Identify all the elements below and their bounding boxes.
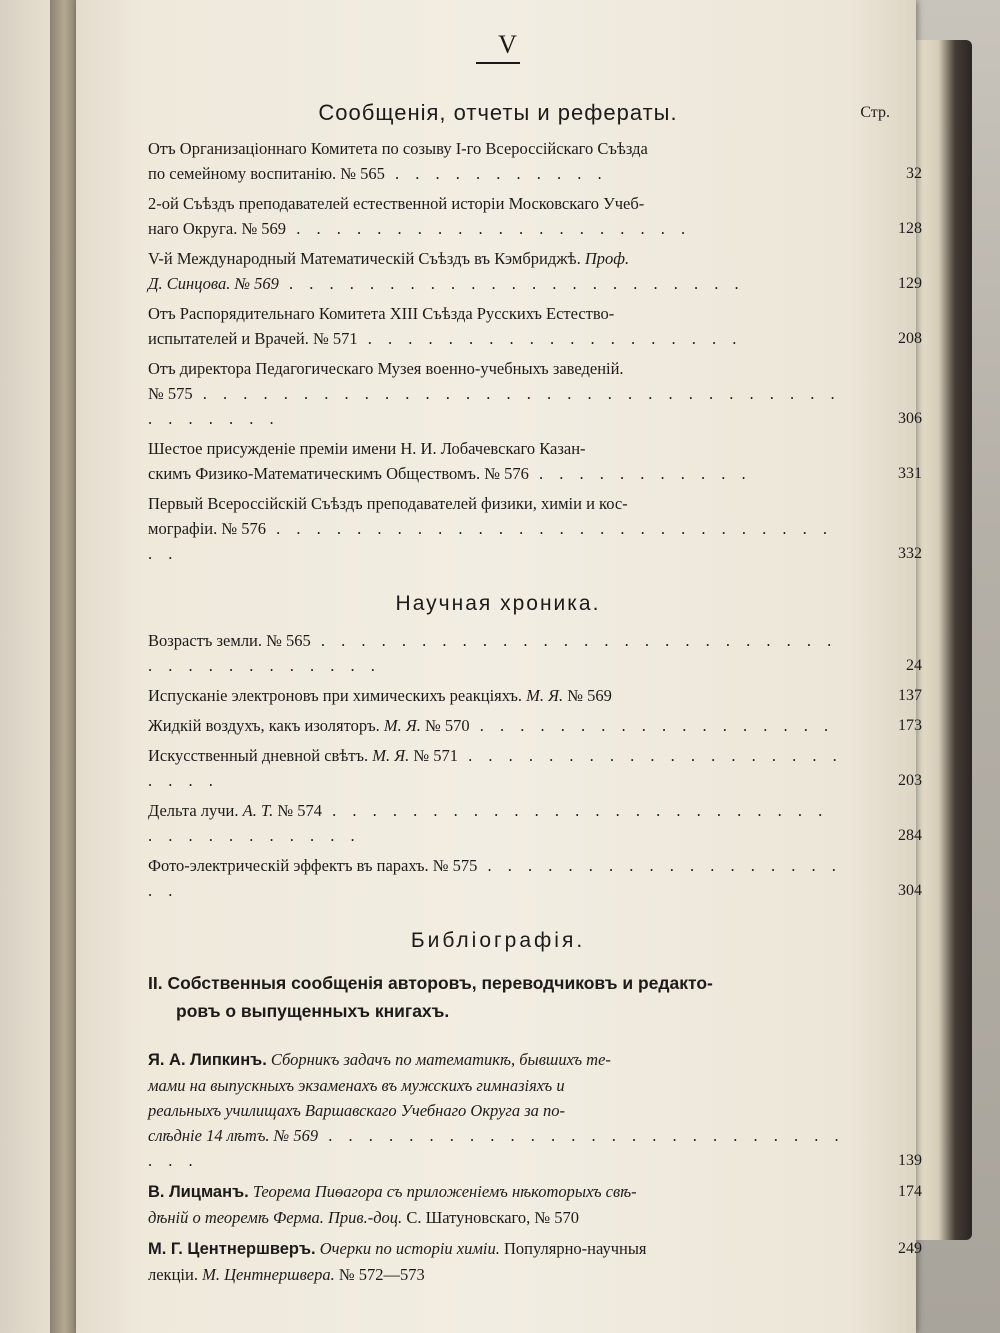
entry-line: мами на выпускныхъ экзаменахъ въ мужскихъ гимназіяхъ и [148, 1076, 565, 1095]
list-item [148, 191, 922, 241]
leader-dots: . . . . . . . . . . . [384, 164, 608, 183]
leader-dots: . . . . . . . . . . . . . . . . . . . . . . . . . . . . . . . . . . . . . . . [148, 384, 841, 428]
page-number-roman: V [498, 30, 518, 59]
page-number-underline [476, 62, 520, 64]
section-heading-chronicle [148, 592, 848, 616]
entry-line: Теорема Пиѳагора съ приложеніемъ нѣкоторыхъ свѣ- [252, 1182, 637, 1201]
entry-italic: Проф. [584, 249, 630, 268]
entry-issue: № 571 [413, 746, 459, 765]
entry-text: Искусственный дневной свѣтъ. [148, 746, 369, 765]
entry-author: М. Г. Центнершверъ. [148, 1240, 316, 1258]
leader-dots: . . . . . . . . . . . . . . . . . . . . [148, 856, 842, 900]
leader-dots: . . . . . . . . . . . [528, 464, 752, 483]
leader-dots: . . . . . . . . . . . . . . . . . . . . . . . . . . . . . . . . . . . . [148, 801, 829, 845]
page-column-label: Стр. [860, 104, 890, 121]
entry-author: В. Лицманъ. [148, 1183, 249, 1201]
entry-line: Очерки по исторіи химіи. [319, 1239, 500, 1258]
entry-text: Фото-электрическій эффектъ въ парахъ. № 575 [148, 856, 478, 875]
entry-text: Дельта лучи. [148, 801, 239, 820]
entry-issue: № 569 [567, 686, 612, 705]
entry-line: V-й Международный Математическій Съѣздъ въ Кэмбриджѣ. [148, 249, 581, 268]
entry-line: мографіи. № 576 [148, 519, 267, 538]
entry-line: С. Шатуновскаго, № 570 [406, 1208, 580, 1227]
bibliography-list [148, 1047, 922, 1287]
entry-line: наго Округа. № 569 [148, 219, 287, 238]
entry-line: скимъ Физико-Математическимъ Обществомъ. № 576 [148, 464, 529, 483]
list-item [148, 356, 922, 431]
list-item [148, 246, 922, 296]
entry-text: Испусканіе электроновъ при химическихъ реакціяхъ. [148, 686, 523, 705]
section-title: Научная хроника. [395, 592, 601, 615]
entry-page: 332 [898, 545, 922, 562]
entry-page: 32 [906, 165, 922, 182]
list-item [148, 683, 922, 708]
reports-list [148, 136, 922, 566]
leader-dots: . . . . . . . . . . . . . . . . . . [469, 716, 835, 735]
entry-line: № 575 [148, 384, 193, 403]
entry-line: испытателей и Врачей. № 571 [148, 329, 358, 348]
entry-line: по семейному воспитанію. № 565 [148, 164, 385, 183]
list-item [148, 853, 922, 903]
entry-page: 173 [898, 717, 922, 734]
entry-italic: М. Я. [383, 716, 421, 735]
leader-dots: . . . . . . . . . . . . . . . . . . . [357, 329, 743, 348]
entry-line: № 572—573 [338, 1265, 425, 1284]
entry-page: 284 [898, 827, 922, 844]
entry-italic: А. Т. [242, 801, 274, 820]
book-page [76, 0, 922, 1333]
entry-line: слѣдніе 14 лѣтъ. № 569 [148, 1126, 319, 1145]
entry-line: реальныхъ училищахъ Варшавскаго Учебнаго Округа за по- [148, 1101, 566, 1120]
entry-issue: № 570 [425, 716, 470, 735]
chronicle-list [148, 628, 922, 903]
entry-page: 128 [898, 220, 922, 237]
entry-italic: М. Я. [372, 746, 410, 765]
entry-line: Отъ директора Педагогическаго Музея военно-учебныхъ заведеній. [148, 359, 624, 378]
entry-page: 137 [898, 687, 922, 704]
entry-page: 306 [898, 410, 922, 427]
list-item [148, 491, 922, 566]
entry-line: 2-ой Съѣздъ преподавателей естественной исторіи Московскаго Учеб- [148, 194, 645, 213]
entry-line: Отъ Распорядительнаго Комитета XIII Съѣзда Русскихъ Естество- [148, 304, 615, 323]
list-item [148, 743, 922, 793]
leader-dots: . . . . . . . . . . . . . . . . . . . . . . . . . . . . . . [148, 519, 834, 563]
entry-line: Первый Всероссійскій Съѣздъ преподавателей физики, химіи и кос- [148, 494, 628, 513]
entry-line: Популярно-научныя [503, 1239, 647, 1258]
bibliography-subheading [148, 969, 848, 1025]
section-title: Библіографія. [410, 929, 586, 952]
page-content [148, 30, 922, 1287]
subheading-line: ровъ о выпущенныхъ книгахъ. [176, 1001, 450, 1021]
entry-line: дѣній о теоремѣ Ферма. Прив.-доц. [148, 1208, 403, 1227]
leader-dots: . . . . . . . . . . . . . . . . . . . . [286, 219, 692, 238]
list-item [148, 436, 922, 486]
section-heading-bibliography [148, 929, 848, 953]
section-title: Сообщенія, отчеты и рефераты. [318, 100, 678, 125]
subheading-line: II. Собственныя сообщенія авторовъ, переводчиковъ и редакто- [148, 973, 713, 993]
entry-page: 203 [898, 772, 922, 789]
entry-page: 249 [898, 1240, 922, 1257]
list-item [148, 1179, 922, 1230]
entry-line: Д. Синцова. № 569 [148, 274, 279, 293]
list-item [148, 136, 922, 186]
entry-page: 208 [898, 330, 922, 347]
entry-page: 129 [898, 275, 922, 292]
list-item [148, 798, 922, 848]
list-item [148, 628, 922, 678]
entry-line: лекціи. [148, 1265, 198, 1284]
entry-line: Отъ Организаціоннаго Комитета по созыву I-го Всероссійскаго Съѣзда [148, 139, 648, 158]
list-item [148, 301, 922, 351]
book-cover-edge [916, 40, 972, 1240]
leader-dots: . . . . . . . . . . . . . . . . . . . . . . . . . . . . . [148, 1126, 845, 1170]
entry-page: 174 [898, 1183, 922, 1200]
entry-page: 304 [898, 882, 922, 899]
entry-author: Я. А. Липкинъ. [148, 1051, 267, 1069]
entry-issue: № 574 [277, 801, 322, 820]
list-item [148, 1047, 922, 1173]
list-item [148, 1236, 922, 1287]
entry-text: Возрастъ земли. № 565 [148, 631, 311, 650]
leader-dots: . . . . . . . . . . . . . . . . . . . . . . . [148, 746, 843, 790]
entry-italic: М. Я. [526, 686, 564, 705]
entry-page: 139 [898, 1152, 922, 1169]
entry-line: Сборникъ задачъ по математикѣ, бывшихъ те- [270, 1050, 611, 1069]
section-heading-reports [148, 100, 890, 126]
leader-dots: . . . . . . . . . . . . . . . . . . . . . . . . . . . . . . . . . . . . . . [148, 631, 838, 675]
entry-line: М. Центнершвера. [202, 1265, 335, 1284]
list-item [148, 713, 922, 738]
entry-page: 331 [898, 465, 922, 482]
entry-text: Жидкій воздухъ, какъ изоляторъ. [148, 716, 380, 735]
entry-page: 24 [906, 657, 922, 674]
entry-line: Шестое присужденіе преміи имени Н. И. Лобачевскаго Казан- [148, 439, 586, 458]
leader-dots: . . . . . . . . . . . . . . . . . . . . . . . [278, 274, 745, 293]
